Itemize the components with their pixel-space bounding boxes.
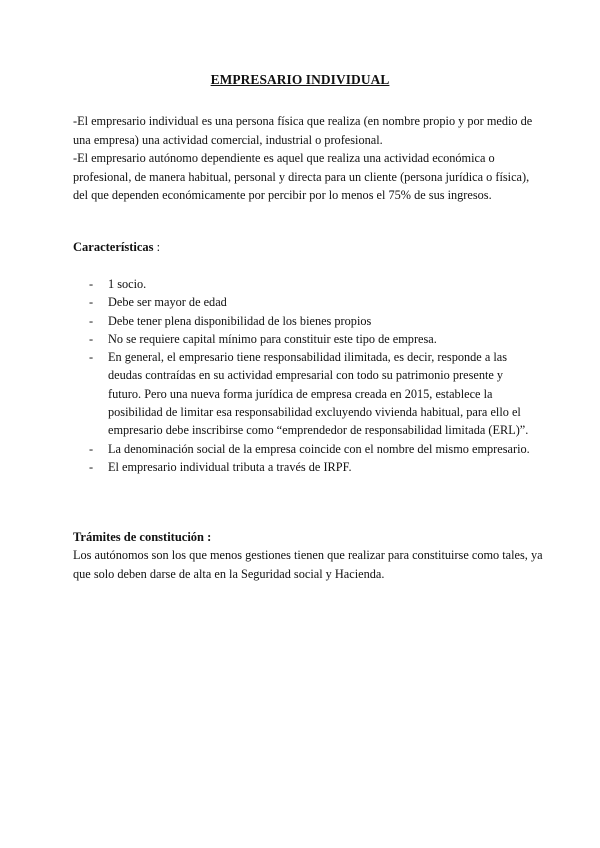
list-item-text: Debe tener plena disponibilidad de los bienes propios bbox=[108, 313, 372, 328]
list-item bbox=[73, 440, 535, 458]
list-bullet: - bbox=[89, 295, 94, 310]
tramites-heading bbox=[73, 528, 211, 547]
list-item bbox=[73, 275, 535, 293]
caracteristicas-heading-suffix: : bbox=[153, 240, 161, 254]
list-bullet: - bbox=[89, 350, 94, 365]
tramites-paragraph: Los autónomos son los que menos gestiones tienen que realizar para constituirse como tales, ya que solo deben darse de alta en la Seguridad social y Hacienda. bbox=[73, 548, 543, 581]
intro-paragraph-2: -El empresario autónomo dependiente es aquel que realiza una actividad económica o profesional, de manera habitual, personal y directa para un cliente (persona jurídica o física), del que dependen económicamente por percibir por lo menos el 75% de sus ingresos. bbox=[73, 151, 530, 203]
list-bullet: - bbox=[89, 331, 94, 346]
list-bullet: - bbox=[89, 277, 94, 291]
list-item-text: En general, el empresario tiene responsabilidad ilimitada, es decir, responde a las deudas contraídas en su actividad empresarial con todo su patrimonio presente y futuro. Pero una nueva forma jurídica de empresa creada en 2015, establece la posibilidad de limitar esa responsabilidad excluyendo vivienda habitual, para ello el empresario debe inscribirse como “emprendedor de responsabilidad limitada (ERL)”. bbox=[108, 350, 529, 438]
list-item-text: El empresario individual tributa a través de IRPF. bbox=[108, 459, 352, 474]
caracteristicas-heading-text: Características bbox=[73, 240, 154, 254]
list-item bbox=[73, 348, 535, 439]
list-bullet: - bbox=[89, 313, 94, 328]
list-item bbox=[73, 458, 535, 476]
caracteristicas-heading bbox=[73, 238, 160, 257]
intro-section bbox=[73, 112, 535, 205]
caracteristicas-list bbox=[73, 275, 535, 476]
tramites-heading-text: Trámites de constitución : bbox=[73, 530, 212, 544]
list-item bbox=[73, 330, 535, 348]
intro-paragraph-1: -El empresario individual es una persona física que realiza (en nombre propio y por medio de una empresa) una actividad comercial, industrial o profesional. bbox=[73, 114, 533, 147]
list-bullet: - bbox=[89, 459, 94, 474]
document-title: EMPRESARIO INDIVIDUAL bbox=[210, 72, 390, 87]
list-item-text: Debe ser mayor de edad bbox=[108, 295, 227, 310]
list-item-text: 1 socio. bbox=[108, 277, 147, 291]
list-bullet: - bbox=[89, 441, 94, 456]
list-item bbox=[73, 293, 535, 311]
list-item bbox=[73, 312, 535, 330]
list-item-text: La denominación social de la empresa coincide con el nombre del mismo empresario. bbox=[108, 441, 530, 456]
list-item-text: No se requiere capital mínimo para constituir este tipo de empresa. bbox=[108, 331, 437, 346]
